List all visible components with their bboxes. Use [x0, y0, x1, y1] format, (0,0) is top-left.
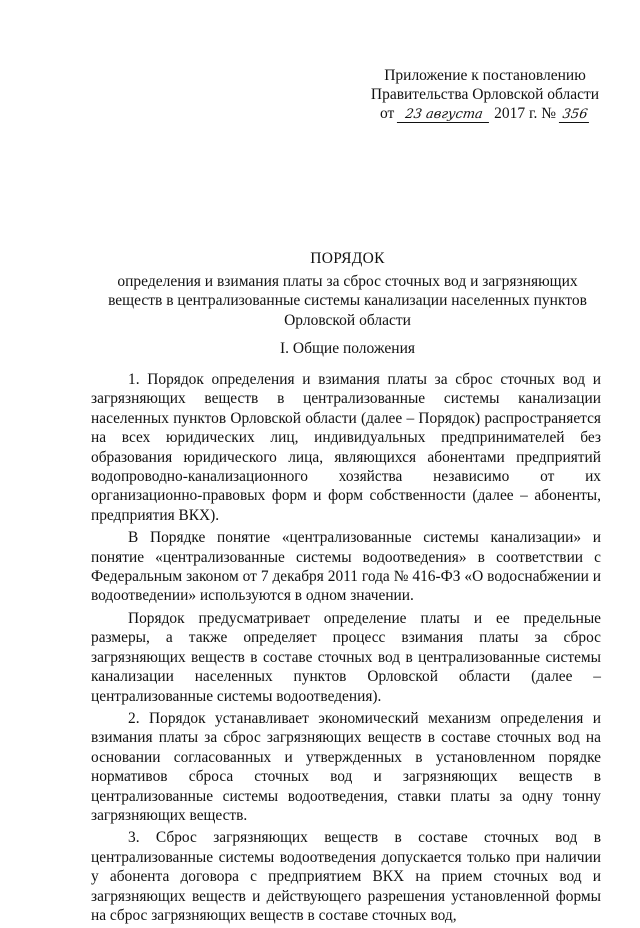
approval-prefix: от [380, 105, 395, 122]
section-heading: I. Общие положения [279, 340, 416, 357]
paragraph: В Порядке понятие «централизованные системы канализации» и понятие «централизованные системы водоотведения» в соответствии с Федеральным законом от 7 декабря 2011 года № 416-ФЗ «О водоснабжении и водоотведении» используются в одном значении. [91, 529, 601, 605]
approval-stamp [365, 66, 605, 123]
paragraph: 2. Порядок устанавливает экономический механизм определения и взимания платы за сброс загрязняющих веществ в составе сточных вод на основании согласованных и утвержденных в установленном порядке нормативов сброса сточных вод и загрязняющих веществ в централизованные системы водоотведения, ставки платы за одну тонну загрязняющих веществ. [91, 709, 601, 824]
paragraph: 1. Порядок определения и взимания платы за сброс сточных вод и загрязняющих веществ в централизованные системы канализации населенных пунктов Орловской области (далее – Порядок) распространяется на всех юридических лиц, индивидуальных предпринимателей без образования юридического лица, являющихся абонентами предприятий водопроводно-канализационного хозяйства независимо от их организационно-правовых форм и форм собственности (далее – абоненты, предприятия ВКХ). [91, 371, 601, 524]
approval-line-3 [365, 104, 605, 123]
document-subtitle: определения и взимания платы за сброс сточных вод и загрязняющих веществ в централизованные системы канализации населенных пунктов Орловской области [108, 272, 587, 329]
approval-year: 2017 г. № [494, 105, 557, 122]
document-body [91, 370, 601, 928]
approval-line-1: Приложение к постановлению [384, 67, 586, 84]
approval-line-2: Правительства Орловской области [370, 86, 600, 103]
document-title: ПОРЯДОК [310, 250, 385, 267]
document-title-block [90, 249, 605, 330]
paragraph: 3. Сброс загрязняющих веществ в составе сточных вод в централизованные системы водоотведения допускается только при наличии у абонента договора с предприятием ВКХ на прием сточных вод и загрязняющих веществ и действующего разрешения установленной формы на сброс загрязняющих веществ в составе сточных вод, [91, 829, 601, 924]
handwritten-date: 23 августа [397, 107, 491, 123]
handwritten-number: 356 [559, 107, 591, 123]
paragraph: Порядок предусматривает определение платы и ее предельные размеры, а также определяет процесс взимания платы за сброс загрязняющих веществ в составе сточных вод в централизованные системы канализации населенных пунктов Орловской области (далее – централизованные системы водоотведения). [91, 609, 601, 705]
